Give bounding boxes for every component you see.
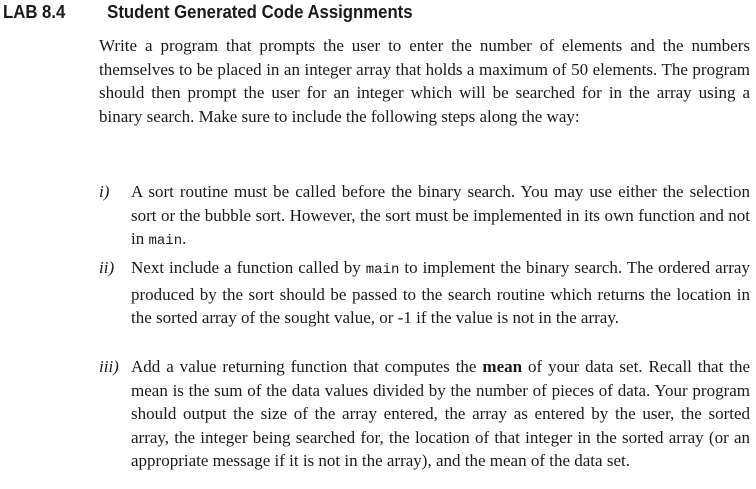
lab-title: Student Generated Code Assignments [107, 2, 413, 22]
item-text-part: Next include a function called by [131, 258, 366, 277]
item-text [131, 256, 750, 330]
item-marker: i) [99, 182, 110, 201]
item-marker: iii) [99, 357, 119, 376]
bold-term: mean [482, 357, 523, 376]
item-text-part: of your data set. Recall that the mean is the sum of the data values divided by the number of pieces of data. Your program should output the size of the array entered, the array as entered by the user, the sorted array, the integer being searched for, the location of that integer in the sorted array (or an appropriate message if it is not in the array), and the mean of the data set. [131, 357, 750, 471]
item-text-part: A sort routine must be called before the binary search. You may use either the selection sort or the bubble sort. However, the sort must be implemented in its own function and not in [131, 182, 750, 249]
item-text-part: to implement the binary search. The ordered array produced by the sort should be passed to the search routine which returns the location in the sorted array of the sought value, or -1 if the value is not in the array. [131, 258, 750, 328]
item-marker: ii) [99, 258, 115, 277]
item-text [131, 180, 750, 254]
code-term: main [148, 233, 183, 250]
list-item [99, 256, 750, 330]
intro-paragraph: Write a program that prompts the user to enter the number of elements and the numbers themselves to be placed in an integer array that holds a maximum of 50 elements. The program should then prompt the user for an integer which will be searched for in the array using a binary search. Make sure to include the following steps along the way: [99, 36, 750, 126]
lab-heading [3, 0, 413, 24]
list-item [99, 180, 750, 254]
code-term: main [365, 262, 400, 278]
lab-number: LAB 8.4 [3, 2, 66, 22]
item-text-part: Add a value returning function that computes the [131, 357, 483, 376]
list-item [99, 355, 750, 473]
item-text [131, 355, 750, 473]
item-text-part: . [182, 229, 187, 249]
